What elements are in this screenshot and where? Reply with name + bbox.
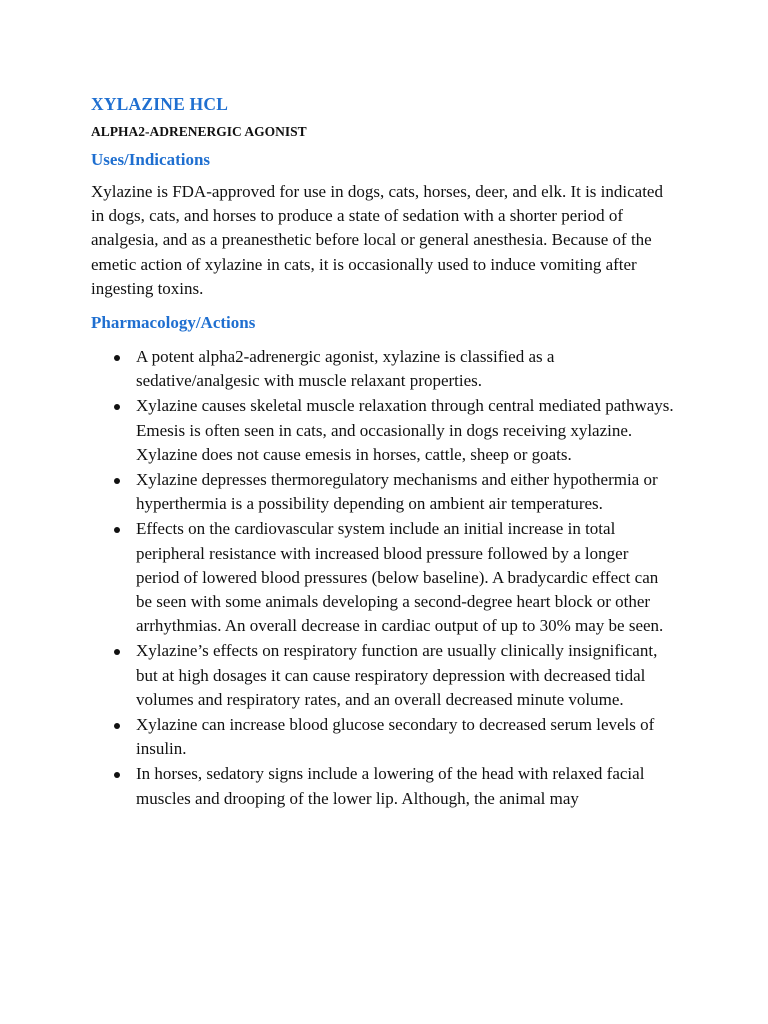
list-item-text: Effects on the cardiovascular system include an initial increase in total peripheral resistance with increased blood pressure followed by a longer period of lowered blood pressures (below baseline). A bradycardic effect can be seen with some animals developing a second-degree heart block or other arrhythmias. An overall decrease in cardiac output of up to 30% may be seen. xyxy=(136,519,664,636)
list-item-text: In horses, sedatory signs include a lowering of the head with relaxed facial muscles and drooping of the lower lip. Although, the animal may xyxy=(136,764,645,808)
list-item-text: Xylazine can increase blood glucose secondary to decreased serum levels of insulin. xyxy=(136,715,655,759)
document-page xyxy=(91,92,675,812)
bullet-icon xyxy=(114,723,120,729)
list-item-text: Xylazine depresses thermoregulatory mechanisms and either hypothermia or hyperthermia is a possibility depending on ambient air temperatures. xyxy=(136,470,658,514)
pharmacology-bullet-list xyxy=(91,345,675,811)
bullet-icon xyxy=(114,355,120,361)
list-item xyxy=(136,468,675,516)
bullet-icon xyxy=(114,404,120,410)
list-item xyxy=(136,639,675,712)
uses-indications-paragraph: Xylazine is FDA-approved for use in dogs, cats, horses, deer, and elk. It is indicated in dogs, cats, and horses to produce a state of sedation with a shorter period of analgesia, and as a preanesthetic before local or general anesthesia. Because of the emetic action of xylazine in cats, it is occasionally used to induce vomiting after ingesting toxins. xyxy=(91,182,663,298)
pharmacology-actions-heading: Pharmacology/Actions xyxy=(91,313,256,333)
list-item-text: Xylazine causes skeletal muscle relaxation through central mediated pathways. Emesis is often seen in cats, and occasionally in dogs receiving xylazine. Xylazine does not cause emesis in horses, cattle, sheep or goats. xyxy=(136,396,674,464)
list-item xyxy=(136,713,675,761)
drug-class-subtitle: ALPHA2-ADRENERGIC AGONIST xyxy=(91,124,307,139)
bullet-icon xyxy=(114,478,120,484)
document-title: XYLAZINE HCL xyxy=(91,94,229,114)
bullet-icon xyxy=(114,649,120,655)
bullet-icon xyxy=(114,527,120,533)
list-item-text: A potent alpha2-adrenergic agonist, xylazine is classified as a sedative/analgesic with muscle relaxant properties. xyxy=(136,347,555,391)
list-item xyxy=(136,762,675,810)
bullet-icon xyxy=(114,772,120,778)
list-item-text: Xylazine’s effects on respiratory function are usually clinically insignificant, but at high dosages it can cause respiratory depression with decreased tidal volumes and respiratory rates, and an overall decreased minute volume. xyxy=(136,641,658,709)
uses-indications-heading: Uses/Indications xyxy=(91,150,211,169)
list-item xyxy=(136,517,675,638)
list-item xyxy=(136,345,675,393)
list-item xyxy=(136,394,675,467)
